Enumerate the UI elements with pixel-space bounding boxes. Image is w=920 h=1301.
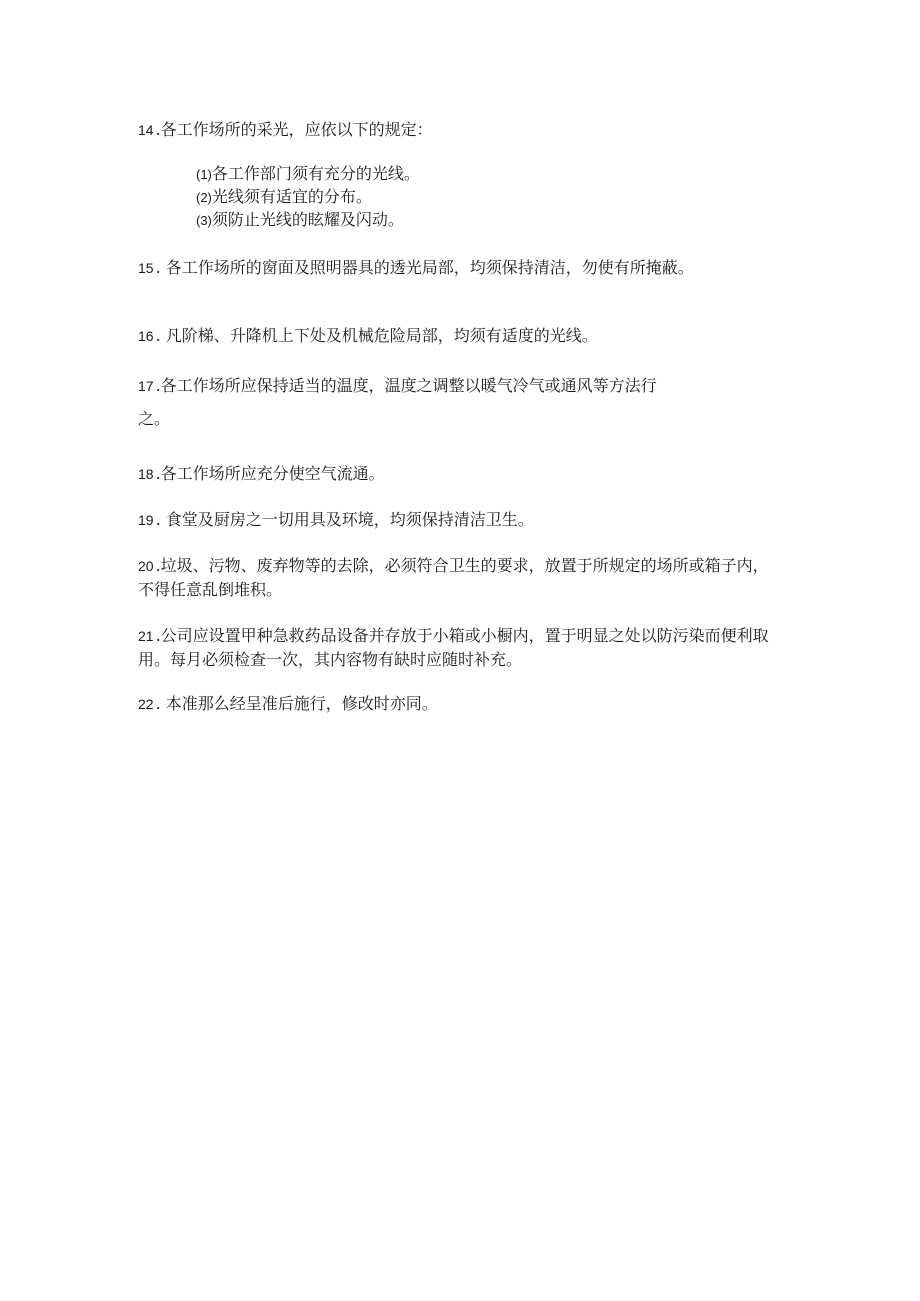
subclause-number: (3) (196, 213, 212, 228)
clause-number: 14 (138, 122, 154, 138)
clause-text: .各工作场所应保持适当的温度，温度之调整以暖气冷气或通风等方法行 (155, 376, 657, 395)
clause-text: . 各工作场所的窗面及照明器具的透光局部，均须保持清洁，勿使有所掩蔽。 (155, 258, 694, 277)
clause-number: 19 (138, 512, 154, 528)
clause-17 (138, 374, 778, 398)
subclause-3 (196, 208, 404, 232)
clause-number: 20 (138, 558, 154, 574)
clause-20 (138, 554, 778, 602)
clause-text: .各工作场所的采光，应依以下的规定： (155, 120, 433, 139)
clause-16 (138, 324, 778, 348)
clause-number: 21 (138, 628, 154, 644)
clause-number: 16 (138, 328, 154, 344)
subclause-text: 各工作部门须有充分的光线。 (211, 164, 420, 183)
clause-number: 22 (138, 696, 154, 712)
clause-text: . 食堂及厨房之一切用具及环境，均须保持清洁卫生。 (155, 510, 534, 529)
subclause-text: 须防止光线的眩耀及闪动。 (211, 210, 404, 229)
clause-text: . 凡阶梯、升降机上下处及机械危险局部，均须有适度的光线。 (155, 326, 598, 345)
clause-21 (138, 624, 778, 672)
clause-14 (138, 118, 778, 142)
clause-text: .各工作场所应充分使空气流通。 (155, 464, 385, 483)
clause-15 (138, 256, 778, 280)
clause-text: .公司应设置甲种急救药品设备并存放于小箱或小橱内，置于明显之处以防污染而便利取用。每月必须检查一次，其内容物有缺时应随时补充。 (138, 626, 769, 669)
clause-text: .垃圾、污物、废弃物等的去除，必须符合卫生的要求，放置于所规定的场所或箱子内，不得任意乱倒堆积。 (138, 556, 769, 599)
subclause-number: (2) (196, 190, 212, 205)
subclause-1 (196, 162, 420, 186)
clause-number: 17 (138, 378, 154, 394)
clause-text: . 本准那么经呈准后施行，修改时亦同。 (155, 694, 438, 713)
clause-19 (138, 508, 778, 532)
clause-number: 15 (138, 260, 154, 276)
subclause-2 (196, 185, 372, 209)
clause-18 (138, 462, 778, 486)
clause-text-continuation: 之。 (138, 409, 171, 428)
subclause-text: 光线须有适宜的分布。 (211, 187, 372, 206)
subclause-number: (1) (196, 167, 212, 182)
clause-number: 18 (138, 466, 154, 482)
clause-22 (138, 692, 778, 716)
clause-17-continuation (138, 407, 778, 431)
